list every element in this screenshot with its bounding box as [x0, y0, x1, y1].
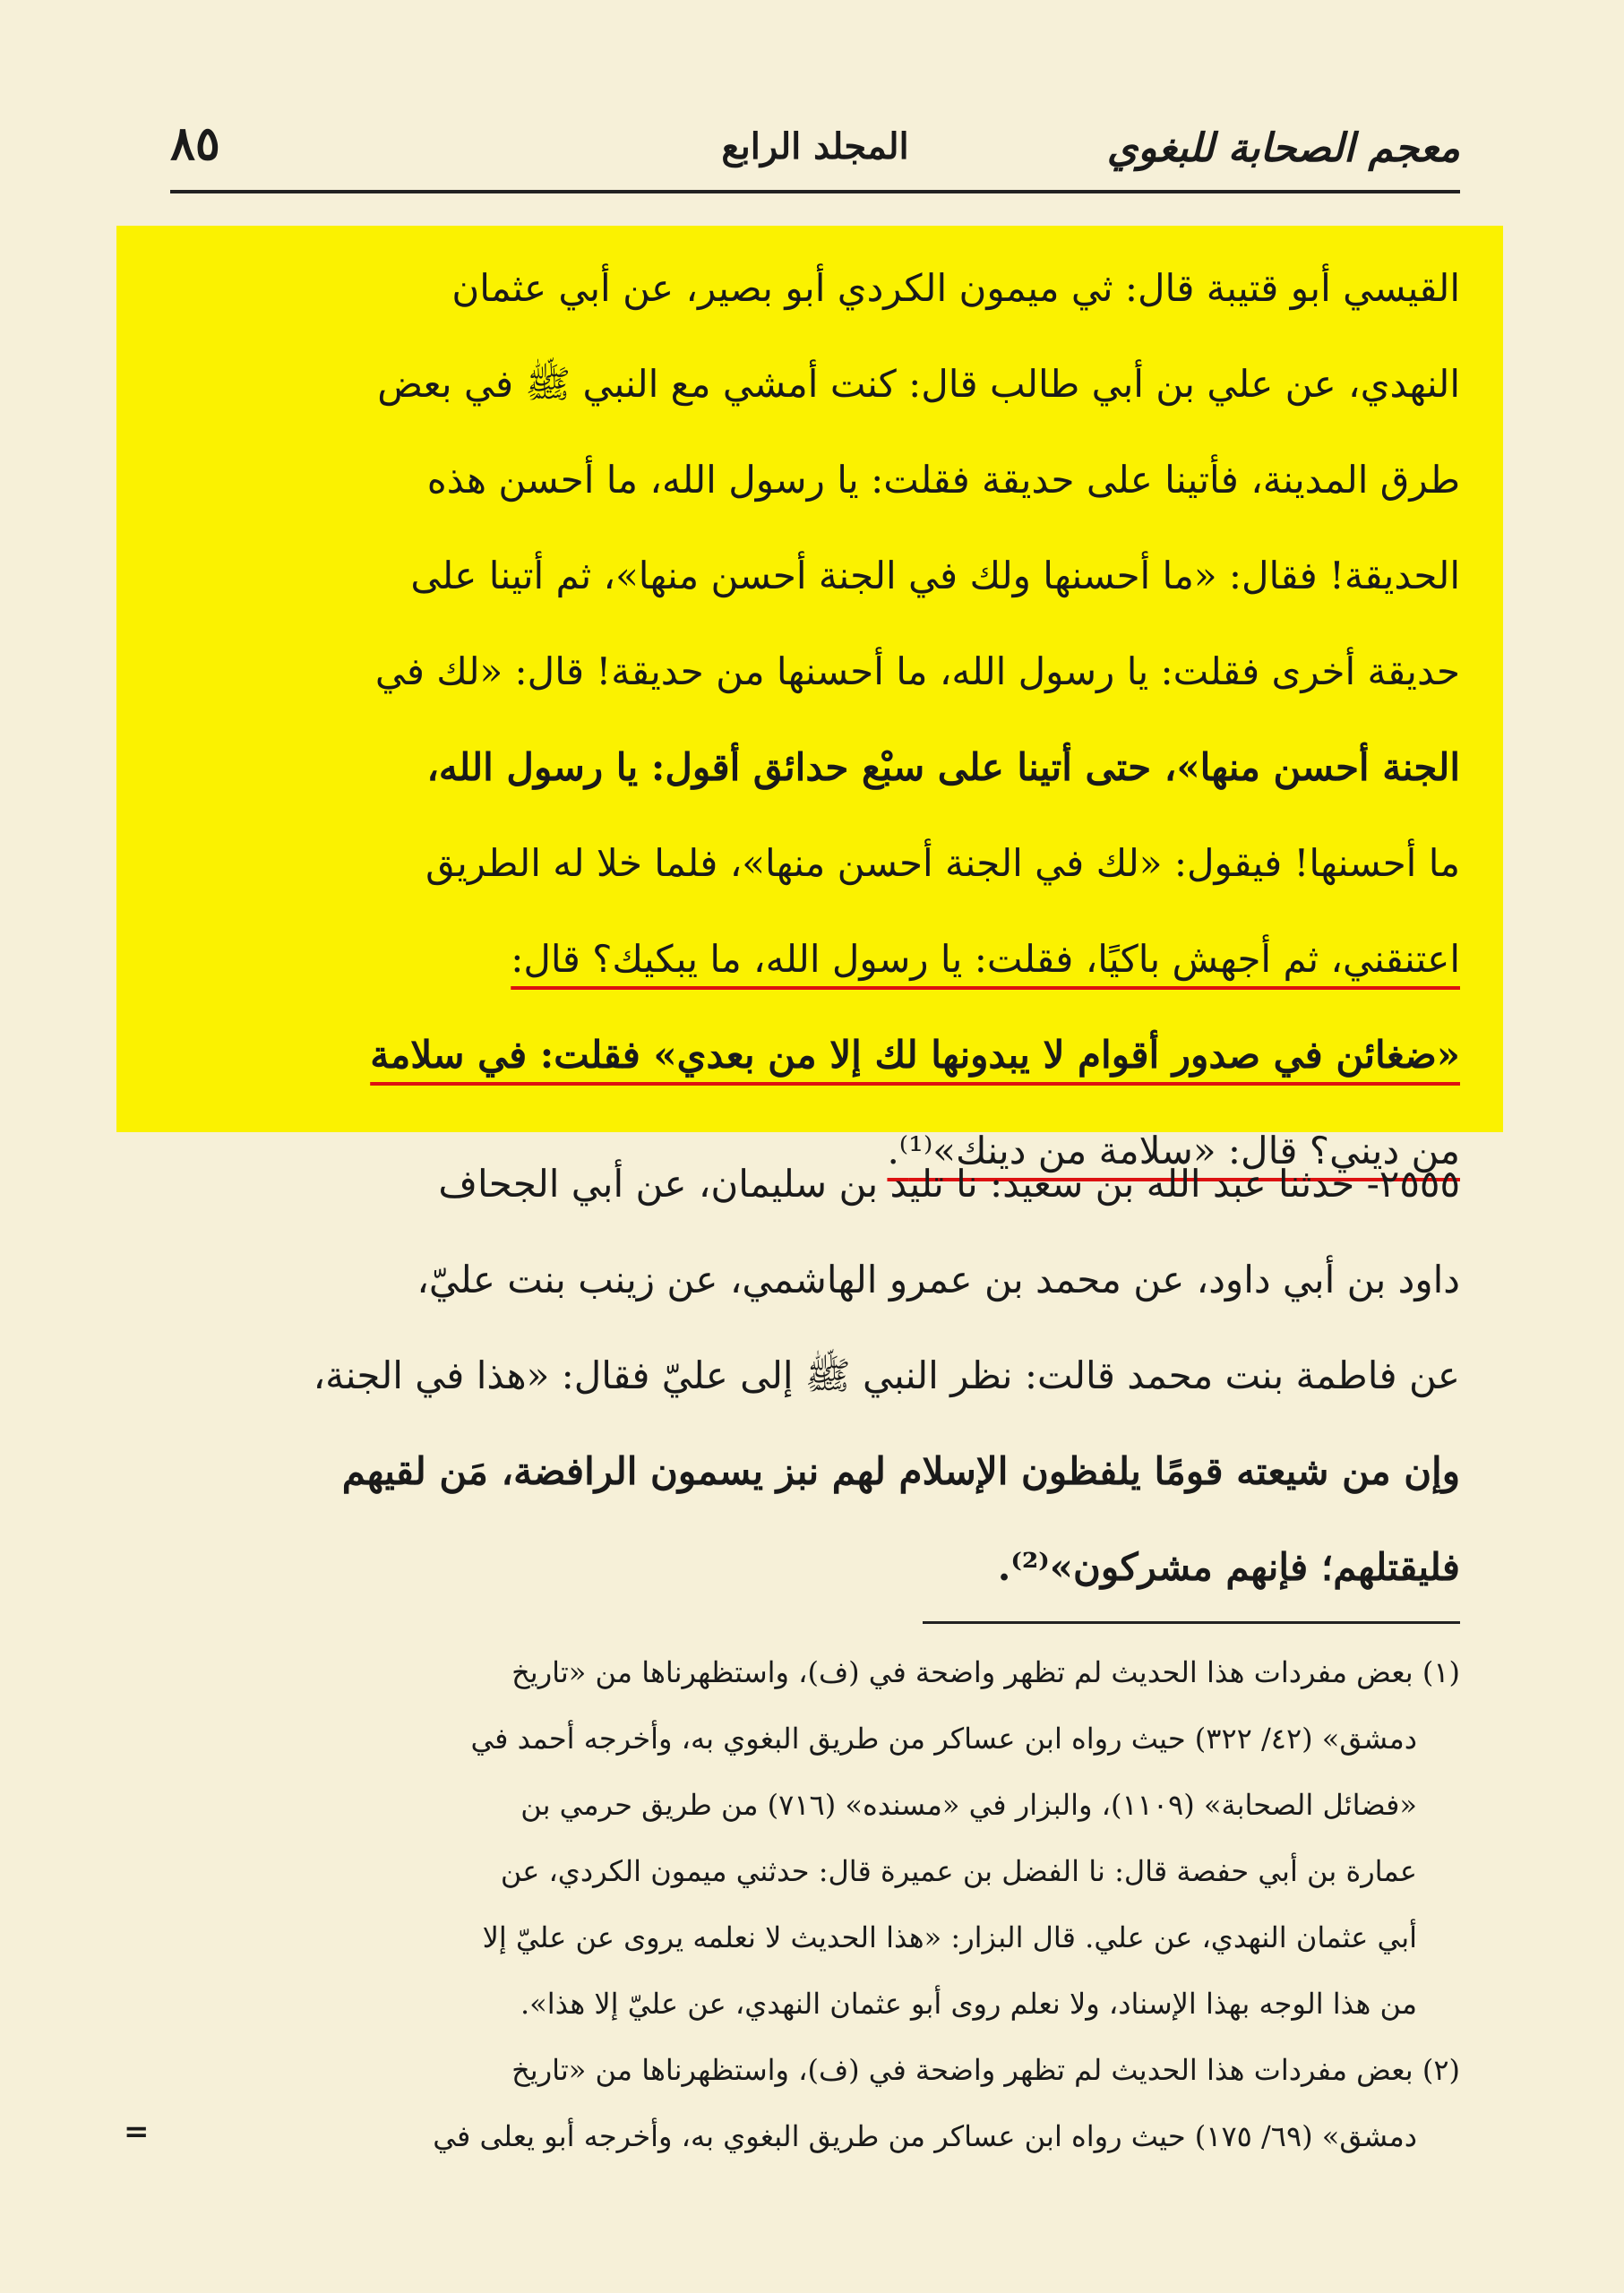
- footnotes: [161, 1639, 1460, 2169]
- passage-line: القيسي أبو قتيبة قال: ثي ميمون الكردي أبو بصير، عن أبي عثمان: [451, 266, 1460, 310]
- hadith-line: فليقتلهم؛ فإنهم مشركون»⁽²⁾.: [997, 1545, 1460, 1589]
- header-divider: [170, 190, 1460, 193]
- footnote-divider: [923, 1621, 1460, 1624]
- page-number: ٨٥: [170, 116, 220, 171]
- passage-line-underlined: من ديني؟ قال: «سلامة من دينك»⁽¹⁾.: [887, 1129, 1460, 1172]
- footnote-1-line: (١) بعض مفردات هذا الحديث لم تظهر واضحة في (ف)، واستظهرناها من «تاريخ: [511, 1655, 1460, 1689]
- footnote-1-line: دمشق» (٤٢/ ٣٢٢) حيث رواه ابن عساكر من طريق البغوي به، وأخرجه أحمد في: [470, 1722, 1417, 1756]
- continuation-mark: =: [124, 2114, 150, 2150]
- hadith-line: ٢٥٥٥- حدثنا عبد الله بن سعيد: نا تليد بن سليمان، عن أبي الجحاف: [438, 1162, 1460, 1206]
- footnote-1-line: عمارة بن أبي حفصة قال: نا الفضل بن عميرة قال: حدثني ميمون الكردي، عن: [500, 1854, 1417, 1888]
- main-passage: [166, 240, 1460, 1198]
- passage-line-underlined: «ضغائن في صدور أقوام لا يبدونها لك إلا من بعدي» فقلت: في سلامة: [370, 1033, 1460, 1077]
- passage-line: الحديقة! فقال: «ما أحسنها ولك في الجنة أحسن منها»، ثم أتينا على: [410, 554, 1460, 597]
- hadith-2555: [166, 1136, 1460, 1615]
- passage-line: طرق المدينة، فأتينا على حديقة فقلت: يا رسول الله، ما أحسن هذه: [426, 458, 1460, 502]
- footnote-2-line: (٢) بعض مفردات هذا الحديث لم تظهر واضحة في (ف)، واستظهرناها من «تاريخ: [511, 2053, 1460, 2087]
- page-header: [170, 112, 1460, 193]
- footnote-1-line: أبي عثمان النهدي، عن علي. قال البزار: «هذا الحديث لا نعلمه يروى عن عليّ إلا: [482, 1920, 1417, 1954]
- hadith-line: عن فاطمة بنت محمد قالت: نظر النبي ﷺ إلى عليّ فقال: «هذا في الجنة،: [313, 1353, 1460, 1397]
- footnote-1-line: «فضائل الصحابة» (١١٠٩)، والبزار في «مسنده» (٧١٦) من طريق حرمي بن: [520, 1788, 1417, 1822]
- hadith-line: وإن من شيعته قومًا يلفظون الإسلام لهم نبز يسمون الرافضة، مَن لقيهم: [341, 1449, 1460, 1493]
- passage-line: ما أحسنها! فيقول: «لك في الجنة أحسن منها»، فلما خلا له الطريق: [425, 841, 1460, 885]
- passage-line: حديقة أخرى فقلت: يا رسول الله، ما أحسنها من حديقة! قال: «لك في: [374, 649, 1460, 693]
- book-title: معجم الصحابة للبغوي: [1106, 125, 1460, 171]
- footnote-2-line: دمشق» (٦٩/ ١٧٥) حيث رواه ابن عساكر من طريق البغوي به، وأخرجه أبو يعلى في: [433, 2119, 1417, 2153]
- passage-line: الجنة أحسن منها»، حتى أتينا على سبْع حدائق أقول: يا رسول الله،: [426, 745, 1460, 789]
- footnote-1-line: من هذا الوجه بهذا الإسناد، ولا نعلم روى أبو عثمان النهدي، عن عليّ إلا هذا».: [520, 1987, 1417, 2021]
- volume-title: المجلد الرابع: [721, 125, 909, 167]
- passage-line: النهدي، عن علي بن أبي طالب قال: كنت أمشي مع النبي ﷺ في بعض: [377, 362, 1460, 406]
- hadith-line: داود بن أبي داود، عن محمد بن عمرو الهاشمي، عن زينب بنت عليّ،: [417, 1258, 1460, 1301]
- passage-line-underlined: اعتنقني، ثم أجهش باكيًا، فقلت: يا رسول الله، ما يبكيك؟ قال:: [511, 937, 1460, 981]
